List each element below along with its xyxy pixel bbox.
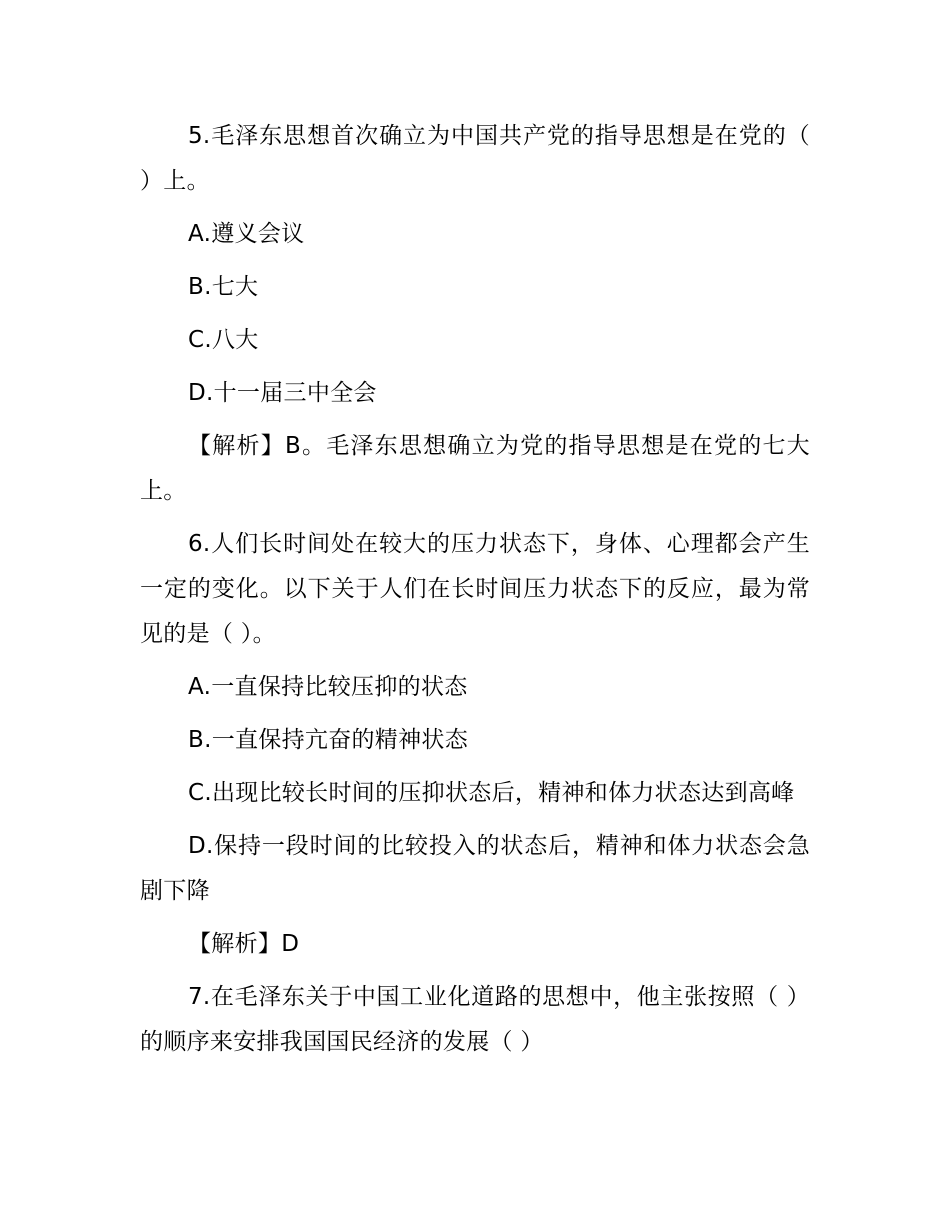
question-5-stem: 5.毛泽东思想首次确立为中国共产党的指导思想是在党的（ ）上。: [140, 123, 810, 194]
document-body: [140, 114, 810, 1073]
question-5-option-d: D.十一届三中全会: [188, 380, 377, 406]
question-7-stem: 7.在毛泽东关于中国工业化道路的思想中，他主张按照（ ）的顺序来安排我国国民经济的发展（ ）: [140, 984, 810, 1055]
question-6-option-d: D.保持一段时间的比较投入的状态后，精神和体力状态会急剧下降: [140, 833, 810, 904]
question-6-option-c: C.出现比较长时间的压抑状态后，精神和体力状态达到高峰: [188, 780, 795, 806]
question-6-analysis: 【解析】D: [188, 931, 300, 957]
question-5-option-a: A.遵义会议: [188, 221, 305, 247]
question-6-option-b: B.一直保持亢奋的精神状态: [188, 727, 468, 753]
question-5-option-b: B.七大: [188, 274, 259, 300]
question-6-option-a: A.一直保持比较压抑的状态: [188, 674, 468, 700]
question-6-stem: 6.人们长时间处在较大的压力状态下，身体、心理都会产生一定的变化。以下关于人们在长时间压力状态下的反应，最为常见的是（ ）。: [140, 531, 810, 647]
question-5-option-c: C.八大: [188, 327, 259, 353]
question-5-analysis: 【解析】B。毛泽东思想确立为党的指导思想是在党的七大上。: [140, 433, 810, 504]
